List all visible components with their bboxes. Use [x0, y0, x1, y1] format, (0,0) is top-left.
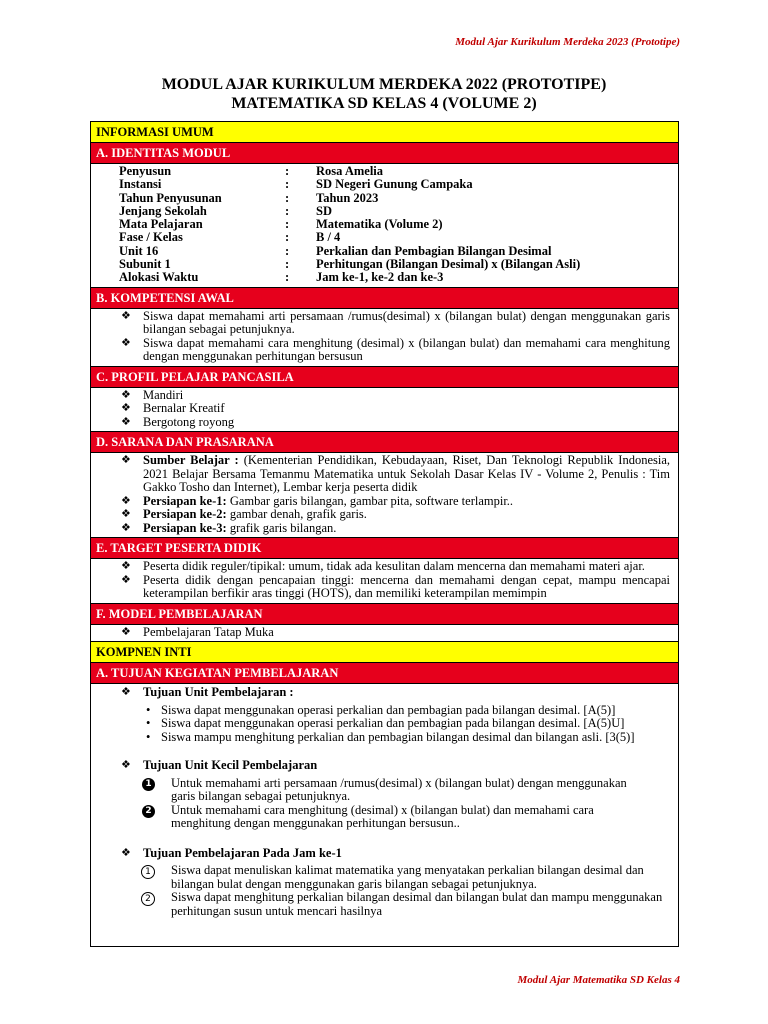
list-item-text: Siswa dapat memahami cara menghitung (desimal) x (bilangan bulat) dan memahami cara menghitung dengan menggunakan perhitungan bersusun: [143, 335, 670, 364]
list-item: [91, 522, 678, 536]
list-item-text: Siswa mampu menghitung perkalian dan pembagian bilangan desimal dan bilangan asli. [3(5)]: [161, 729, 635, 744]
item-label: Persiapan ke-1:: [143, 493, 227, 508]
item-label: Sumber Belajar: [143, 453, 230, 468]
item-text: gambar denah, grafik garis.: [229, 507, 367, 522]
target-peserta-heading: E. TARGET PESERTA DIDIK: [91, 538, 678, 559]
item-text: Gambar garis bilangan, gambar pita, software terlampir..: [229, 493, 514, 508]
tujuan-unit-heading: [91, 686, 678, 700]
item-label: Persiapan ke-2:: [143, 507, 227, 522]
identitas-key: Instansi: [119, 177, 162, 192]
sarana-prasarana-heading: D. SARANA DAN PRASARANA: [91, 432, 678, 453]
identitas-row: [119, 231, 580, 244]
list-item-text: Bergotong royong: [143, 414, 235, 429]
list-item-text: Untuk memahami cara menghitung (desimal) x (bilangan bulat) dan memahami cara menghitung dengan menggunakan perhitungan bersusun..: [171, 802, 594, 831]
running-footer: Modul Ajar Matematika SD Kelas 4: [517, 974, 680, 986]
identitas-value: Matematika (Volume 2): [316, 217, 443, 232]
identitas-key: Jenjang Sekolah: [119, 203, 207, 218]
diamond-cross-bullet-icon: ❖: [121, 686, 131, 699]
diamond-cross-bullet-icon: ❖: [121, 521, 131, 534]
list-item-text: Untuk memahami arti persamaan /rumus(desimal) x (bilangan bulat) dengan menggunakan garis bilangan sebagai petunjuknya.: [171, 775, 627, 804]
subheading-text: Tujuan Unit Pembelajaran :: [143, 685, 294, 700]
identitas-row: [119, 165, 580, 178]
identitas-key: Unit 16: [119, 243, 159, 258]
title-line-1: MODUL AJAR KURIKULUM MERDEKA 2022 (PROTOTIPE): [161, 76, 607, 93]
model-pembelajaran-section: [91, 625, 678, 643]
bullet-dot-icon: •: [146, 729, 151, 744]
identitas-row: [119, 258, 580, 271]
list-item: [91, 454, 678, 495]
komponen-inti-bar: KOMPNEN INTI: [91, 642, 678, 663]
tujuan-jam-heading: [91, 847, 678, 861]
identitas-value: Tahun 2023: [316, 190, 379, 205]
identitas-value: Rosa Amelia: [316, 164, 384, 178]
identitas-row: [119, 192, 580, 205]
target-peserta-section: [91, 559, 678, 604]
identitas-colon: :: [285, 190, 290, 205]
tujuan-kegiatan-section: [91, 684, 678, 918]
identitas-modul-heading: A. IDENTITAS MODUL: [91, 143, 678, 164]
sarana-prasarana-section: [91, 453, 678, 538]
list-item: [91, 416, 678, 430]
module-table: [90, 121, 679, 947]
identitas-colon: :: [285, 164, 290, 178]
list-item-text: Siswa dapat menghitung perkalian bilangan desimal dan bilangan bulat dan mampu menggunakan perhitungan susun untuk mencari hasilnya: [171, 890, 663, 918]
informasi-umum-bar: INFORMASI UMUM: [91, 122, 678, 143]
identitas-key: Fase / Kelas: [119, 230, 183, 245]
identitas-row: [119, 271, 580, 284]
diamond-cross-bullet-icon: ❖: [121, 388, 131, 401]
list-item-text: Bernalar Kreatif: [143, 401, 225, 416]
identitas-row: [119, 178, 580, 191]
list-item-text: Peserta didik reguler/tipikal: umum, tidak ada kesulitan dalam mencerna dan memahami materi ajar.: [143, 559, 645, 574]
list-item-text: Peserta didik dengan pencapaian tinggi: mencerna dan memahami dengan cepat, mampu mencapai keterampilan berfikir aras tinggi (HOTS), dan memiliki keterampilan memimpin: [143, 572, 670, 601]
identitas-key: Penyusun: [119, 164, 172, 178]
list-item-text: Siswa dapat menggunakan operasi perkalian dan pembagian pada bilangan desimal. [A(5)]: [161, 702, 616, 717]
list-item: [91, 717, 678, 731]
list-item-text: Siswa dapat menuliskan kalimat matematika yang menyatakan perkalian bilangan desimal dan bilangan bulat dengan menggunakan garis bilangan sebagai petunjuknya.: [171, 863, 644, 891]
subheading-text: Tujuan Pembelajaran Pada Jam ke-1: [143, 845, 342, 860]
identitas-row: [119, 205, 580, 218]
identitas-colon: :: [285, 217, 290, 232]
list-item: [91, 310, 678, 337]
item-text: (Kementerian Pendidikan, Kebudayaan, Riset, Dan Teknologi Republik Indonesia, 2021 Belajar Bersama Temanmu Matematika untuk Sekolah Dasar Kelas IV - Volume 2, Penulis : Tim Gakko Tosho dan Internet), Lembar kerja peserta didik: [143, 453, 671, 495]
identitas-key: Mata Pelajaran: [119, 217, 203, 232]
list-item: [91, 704, 678, 718]
bullet-dot-icon: •: [146, 716, 151, 731]
model-pembelajaran-heading: F. MODEL PEMBELAJARAN: [91, 604, 678, 625]
page-title: [0, 75, 768, 113]
identitas-key: Tahun Penyusunan: [119, 190, 222, 205]
filled-number-badge: 1: [142, 778, 155, 791]
numbered-item: [91, 864, 678, 891]
item-text: grafik garis bilangan.: [229, 520, 337, 535]
profil-pelajar-section: [91, 388, 678, 433]
circled-number-badge: 2: [141, 892, 155, 906]
kompetensi-awal-heading: B. KOMPETENSI AWAL: [91, 288, 678, 309]
diamond-cross-bullet-icon: ❖: [121, 560, 131, 573]
list-item-text: Siswa dapat memahami arti persamaan /rumus(desimal) x (bilangan bulat) dengan menggunakan garis bilangan sebagai petunjuknya.: [143, 308, 670, 337]
identitas-key: Alokasi Waktu: [119, 270, 199, 285]
identitas-value: SD: [316, 203, 332, 218]
diamond-cross-bullet-icon: ❖: [121, 309, 131, 322]
identitas-value: Perhitungan (Bilangan Desimal) x (Bilangan Asli): [316, 257, 581, 272]
bullet-dot-icon: •: [146, 702, 151, 717]
item-label: Persiapan ke-3:: [143, 520, 227, 535]
list-item: [91, 560, 678, 574]
numbered-item: [91, 891, 678, 918]
identitas-modul-section: [91, 164, 678, 288]
identitas-table: [119, 165, 580, 285]
identitas-row: [119, 245, 580, 258]
diamond-cross-bullet-icon: ❖: [121, 494, 131, 507]
identitas-colon: :: [285, 230, 290, 245]
tujuan-kegiatan-heading: A. TUJUAN KEGIATAN PEMBELAJARAN: [91, 663, 678, 684]
kompetensi-awal-section: [91, 309, 678, 367]
list-item-text: Siswa dapat menggunakan operasi perkalian dan pembagian pada bilangan desimal. [A(5)U]: [161, 716, 625, 731]
diamond-cross-bullet-icon: ❖: [121, 508, 131, 521]
diamond-cross-bullet-icon: ❖: [121, 846, 131, 859]
identitas-value: B / 4: [316, 230, 341, 245]
list-item: [91, 508, 678, 522]
list-item: [91, 337, 678, 364]
list-item: [91, 574, 678, 601]
circled-number-badge: 1: [141, 865, 155, 879]
running-header: Modul Ajar Kurikulum Merdeka 2023 (Prototipe): [455, 36, 680, 48]
diamond-cross-bullet-icon: ❖: [121, 573, 131, 586]
list-item: [91, 731, 678, 745]
identitas-row: [119, 218, 580, 231]
tujuan-kecil-heading: [91, 759, 678, 773]
identitas-value: Jam ke-1, ke-2 dan ke-3: [316, 270, 444, 285]
list-item-text: Mandiri: [143, 387, 184, 402]
numbered-item: [91, 804, 678, 831]
list-item: [91, 495, 678, 509]
identitas-value: Perkalian dan Pembagian Bilangan Desimal: [316, 243, 552, 258]
diamond-cross-bullet-icon: ❖: [121, 402, 131, 415]
list-item: [91, 402, 678, 416]
diamond-cross-bullet-icon: ❖: [121, 625, 131, 638]
identitas-colon: :: [285, 177, 290, 192]
identitas-key: Subunit 1: [119, 257, 171, 272]
list-item: [91, 626, 678, 640]
diamond-cross-bullet-icon: ❖: [121, 454, 131, 467]
numbered-item: [91, 777, 678, 804]
identitas-colon: :: [285, 243, 290, 258]
identitas-colon: :: [285, 270, 290, 285]
filled-number-badge: 2: [142, 805, 155, 818]
list-item-text: Pembelajaran Tatap Muka: [143, 624, 274, 639]
identitas-colon: :: [285, 257, 290, 272]
title-line-2: MATEMATIKA SD KELAS 4 (VOLUME 2): [231, 95, 537, 112]
profil-pelajar-heading: C. PROFIL PELAJAR PANCASILA: [91, 367, 678, 388]
identitas-value: SD Negeri Gunung Campaka: [316, 177, 473, 192]
diamond-cross-bullet-icon: ❖: [121, 415, 131, 428]
identitas-colon: :: [285, 203, 290, 218]
subheading-text: Tujuan Unit Kecil Pembelajaran: [143, 758, 318, 773]
diamond-cross-bullet-icon: ❖: [121, 336, 131, 349]
diamond-cross-bullet-icon: ❖: [121, 759, 131, 772]
item-separator: :: [229, 453, 244, 468]
list-item: [91, 389, 678, 403]
